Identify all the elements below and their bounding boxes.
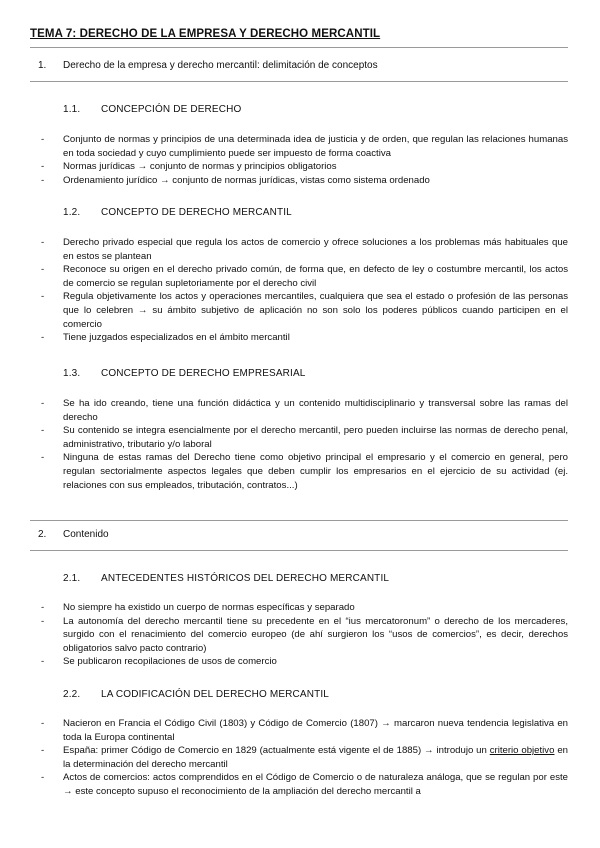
divider: [30, 47, 568, 48]
list-item: - Conjunto de normas y principios de una determinada idea de justicia y de orden, que regulan las relaciones humanas en toda sociedad y cuyo cumplimiento puede ser impuesto de forma coactiva: [41, 134, 568, 159]
list-item: - Se ha ido creando, tiene una función didáctica y un contenido multidisciplinario y transversal sobre las ramas del derecho: [41, 398, 568, 423]
subsection-number: 2.1.: [63, 573, 81, 584]
list-item: - La autonomía del derecho mercantil tiene su precedente en el “ius mercatoronum” o derecho de los mercaderes, surgido con el renacimiento del comercio europeo (de ahí surgieron los “usos de comercios”, es decir, derechos obligatorios salvo pacto contrario): [41, 615, 568, 654]
dash-bullet: -: [41, 615, 45, 627]
list-item: - España: primer Código de Comercio en 1829 (actualmente está vigente el de 1885) → introdujo un criterio objetivo en la determinación del derecho mercantil: [41, 745, 568, 770]
list-item: - Regula objetivamente los actos y operaciones mercantiles, cualquiera que sea el estado o profesión de las personas que lo celebren → su ámbito subjetivo de aplicación no son solo los poderes públicos cuando participen en el comercio: [41, 291, 568, 330]
section-title: Contenido: [63, 529, 109, 540]
list-item: - Normas jurídicas → conjunto de normas y principios obligatorios: [41, 161, 337, 173]
dash-bullet: -: [41, 745, 45, 757]
bullet-list: [38, 236, 568, 345]
list-item: - Su contenido se integra esencialmente por el derecho mercantil, pero pueden incluirse las normas de derecho penal, administrativo, tributario y/o laboral: [41, 425, 568, 450]
subsection-number: 1.1.: [63, 104, 81, 115]
section-number: 1.: [38, 60, 47, 71]
dash-bullet: -: [41, 772, 45, 784]
list-item: - Tiene juzgados especializados en el ámbito mercantil: [41, 332, 290, 344]
divider: [30, 81, 568, 82]
dash-bullet: -: [41, 425, 45, 437]
dash-bullet: -: [41, 602, 45, 613]
document-title: TEMA 7: DERECHO DE LA EMPRESA Y DERECHO MERCANTIL: [30, 28, 381, 40]
dash-bullet: -: [41, 332, 45, 344]
dash-bullet: -: [41, 656, 45, 668]
subsection-number: 1.3.: [63, 368, 81, 379]
dash-bullet: -: [41, 134, 45, 145]
section-2-heading: [38, 529, 109, 540]
subsection-number: 2.2.: [63, 689, 81, 700]
subsection-2-1-heading: [63, 573, 389, 584]
bullet-list: [38, 717, 568, 799]
dash-bullet: -: [41, 174, 45, 186]
subsection-title: CONCEPTO DE DERECHO EMPRESARIAL: [101, 368, 306, 379]
section-number: 2.: [38, 529, 47, 540]
list-item: - Derecho privado especial que regula los actos de comercio y ofrece soluciones a los problemas más habituales que en estos se plantean: [41, 237, 568, 262]
list-item: - Reconoce su origen en el derecho privado común, de forma que, en defecto de ley o costumbre mercantil, los actos de comercio se regulan supletoriamente por el derecho civil: [41, 264, 568, 289]
subsection-title: CONCEPTO DE DERECHO MERCANTIL: [101, 207, 292, 218]
subsection-title: CONCEPCIÓN DE DERECHO: [101, 104, 242, 115]
subsection-1-2-heading: [63, 207, 292, 218]
list-item: - Ordenamiento jurídico → conjunto de normas jurídicas, vistas como sistema ordenado: [41, 174, 430, 186]
subsection-title: LA CODIFICACIÓN DEL DERECHO MERCANTIL: [101, 689, 329, 700]
list-item: - Nacieron en Francia el Código Civil (1803) y Código de Comercio (1807) → marcaron nueva tendencia legislativa en toda la Europa continental: [41, 718, 568, 743]
list-item: - No siempre ha existido un cuerpo de normas específicas y separado: [41, 602, 355, 613]
subsection-title: ANTECEDENTES HISTÓRICOS DEL DERECHO MERCANTIL: [101, 573, 390, 584]
list-item: - Se publicaron recopilaciones de usos de comercio: [41, 656, 277, 668]
bullet-list: [38, 133, 568, 187]
subsection-number: 1.2.: [63, 207, 81, 218]
bullet-list: [38, 397, 568, 492]
dash-bullet: -: [41, 452, 45, 464]
section-title: Derecho de la empresa y derecho mercantil: delimitación de conceptos: [63, 60, 378, 71]
list-item: - Actos de comercios: actos comprendidos en el Código de Comercio o de naturaleza análoga, que se regulan por este → este concepto supuso el reconocimiento de la ampliación del derecho mercantil a: [41, 772, 568, 797]
dash-bullet: -: [41, 291, 45, 303]
underlined-term: criterio objetivo: [489, 745, 555, 757]
divider: [30, 550, 568, 551]
dash-bullet: -: [41, 718, 45, 729]
bullet-list: [38, 601, 568, 669]
section-1-heading: [38, 60, 378, 71]
subsection-2-2-heading: [63, 689, 329, 700]
dash-bullet: -: [41, 161, 45, 173]
dash-bullet: -: [41, 398, 45, 409]
divider: [30, 520, 568, 521]
dash-bullet: -: [41, 264, 45, 276]
subsection-1-3-heading: [63, 368, 306, 379]
list-item: - Ninguna de estas ramas del Derecho tiene como objetivo principal el empresario y el comercio en general, pero regulan sectorialmente aspectos legales que deben cumplir los empresarios en el ejercicio de su actividad (ej. relaciones con sus empleados, tributación, contratos...): [41, 452, 568, 491]
dash-bullet: -: [41, 237, 45, 248]
subsection-1-1-heading: [63, 104, 241, 115]
